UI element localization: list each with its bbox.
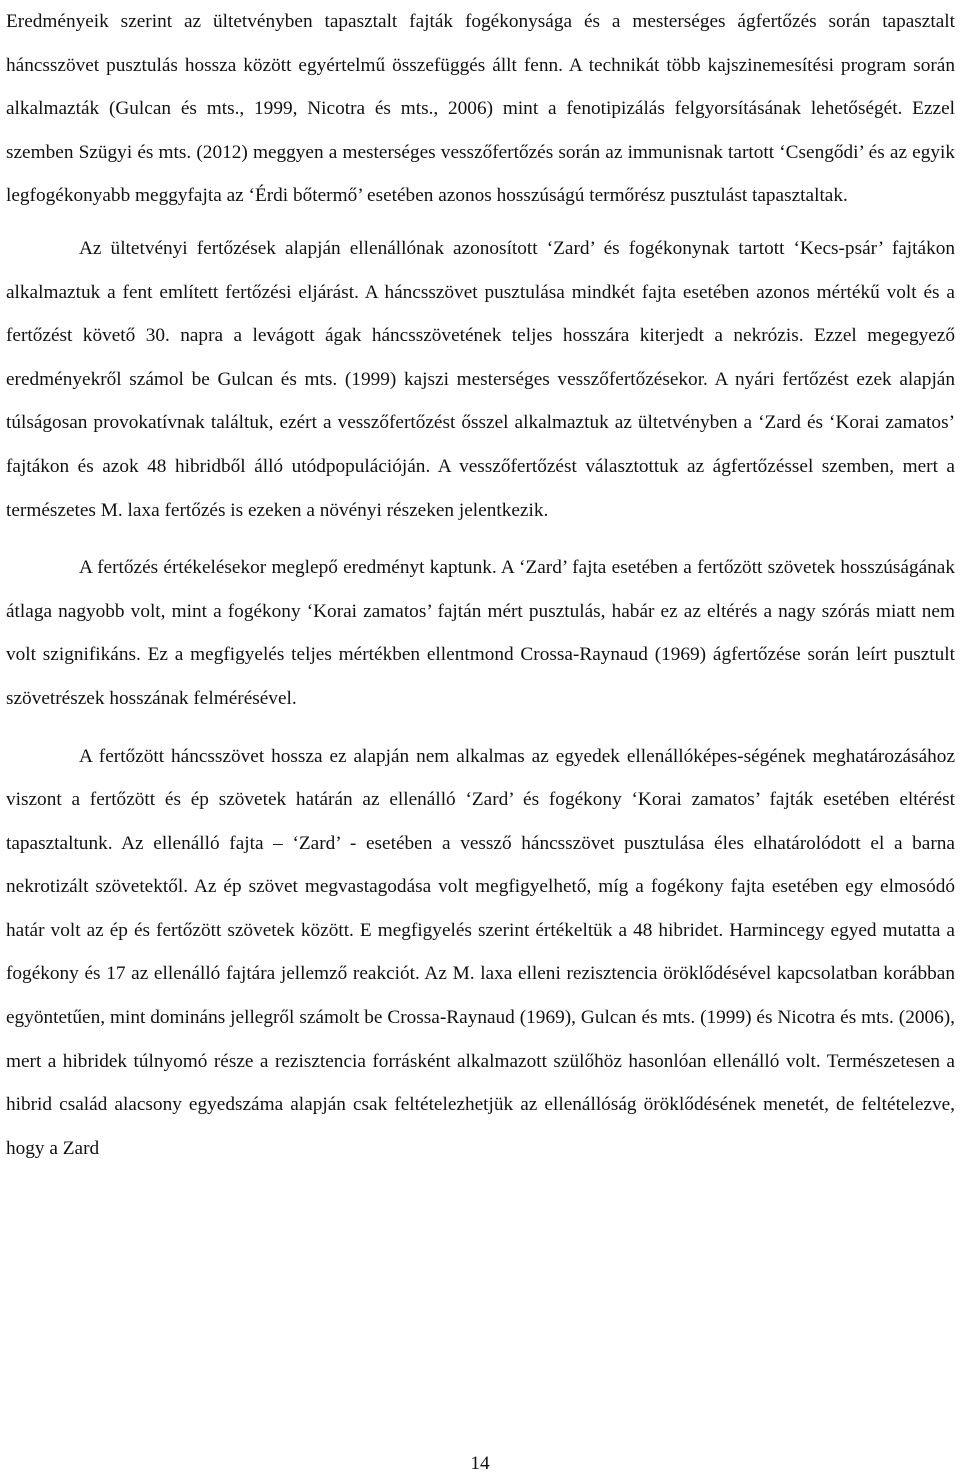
paragraph-2: Az ültetvényi fertőzések alapján ellenállónak azonosított ‘Zard’ és fogékonynak tartott ‘Kecs-psár’ fajtákon alkalmaztuk a fent említett fertőzési eljárást. A háncsszövet pusztulása mindkét fajta esetében azonos mértékű volt és a fertőzést követő 30. napra a levágott ágak háncsszövetének teljes hosszára kiterjedt a nekrózis. Ezzel megegyező eredményekről számol be Gulcan és mts. (1999) kajszi mesterséges vesszőfertőzésekor. A nyári fertőzést ezek alapján túlságosan provokatívnak találtuk, ezért a vesszőfertőzést ősszel alkalmaztuk az ültetvényben a ‘Zard és ‘Korai zamatos’ fajtákon és azok 48 hibridből álló utódpopulációján. A vesszőfertőzést választottuk az ágfertőzéssel szemben, mert a természetes M. laxa fertőzés is ezeken a növényi részeken jelentkezik. [6, 237, 955, 521]
paragraph-3: A fertőzés értékelésekor meglepő eredményt kaptunk. A ‘Zard’ fajta esetében a fertőzött szövetek hosszúságának átlaga nagyobb volt, mint a fogékony ‘Korai zamatos’ fajtán mért pusztulás, habár ez az eltérés a nagy szórás miatt nem volt szignifikáns. Ez a megfigyelés teljes mértékben ellentmond Crossa-Raynaud (1969) ágfertőzése során leírt pusztult szövetrészek hosszának felmérésével. [6, 557, 955, 709]
page-number: 14 [470, 1453, 490, 1474]
paragraph-4: A fertőzött háncsszövet hossza ez alapján nem alkalmas az egyedek ellenállóképes-ségének meghatározásához viszont a fertőzött és ép szövetek határán az ellenálló ‘Zard’ és fogékony ‘Korai zamatos’ fajták esetében eltérést tapasztaltunk. Az ellenálló fajta – ‘Zard’ - esetében a vessző háncsszövet pusztulása éles elhatárolódott el a barna nekrotizált szövetektől. Az ép szövet megvastagodása volt megfigyelhető, míg a fogékony fajta esetében egy elmosódó határ volt az ép és fertőzött szövetek között. E megfigyelés szerint értékeltük a 48 hibridet. Harmincegy egyed mutatta a fogékony és 17 az ellenálló fajtára jellemző reakciót. Az M. laxa elleni rezisztencia öröklődésével kapcsolatban korábban egyöntetűen, mint domináns jellegről számolt be Crossa-Raynaud (1969), Gulcan és mts. (1999) és Nicotra és mts. (2006), mert a hibridek túlnyomó része a rezisztencia forrásként alkalmazott szülőhöz hasonlóan ellenálló volt. Természetesen a hibrid család alacsony egyedszáma alapján csak feltételezhetjük az ellenállóság öröklődésének menetét, de feltételezve, hogy a Zard [6, 745, 955, 1159]
paragraph-1: Eredményeik szerint az ültetvényben tapasztalt fajták fogékonysága és a mesterséges ágfertőzés során tapasztalt háncsszövet pusztulás hossza között egyértelmű összefüggés állt fenn. A technikát több kajszinemesítési program során alkalmazták (Gulcan és mts., 1999, Nicotra és mts., 2006) mint a fenotipizálás felgyorsításának lehetőségét. Ezzel szemben Szügyi és mts. (2012) meggyen a mesterséges vesszőfertőzés során az immunisnak tartott ‘Csengődi’ és az egyik legfogékonyabb meggyfajta az ‘Érdi bőtermő’ esetében azonos hosszúságú termőrész pusztulást tapasztaltak. [6, 11, 955, 207]
document-body [6, 0, 955, 1170]
